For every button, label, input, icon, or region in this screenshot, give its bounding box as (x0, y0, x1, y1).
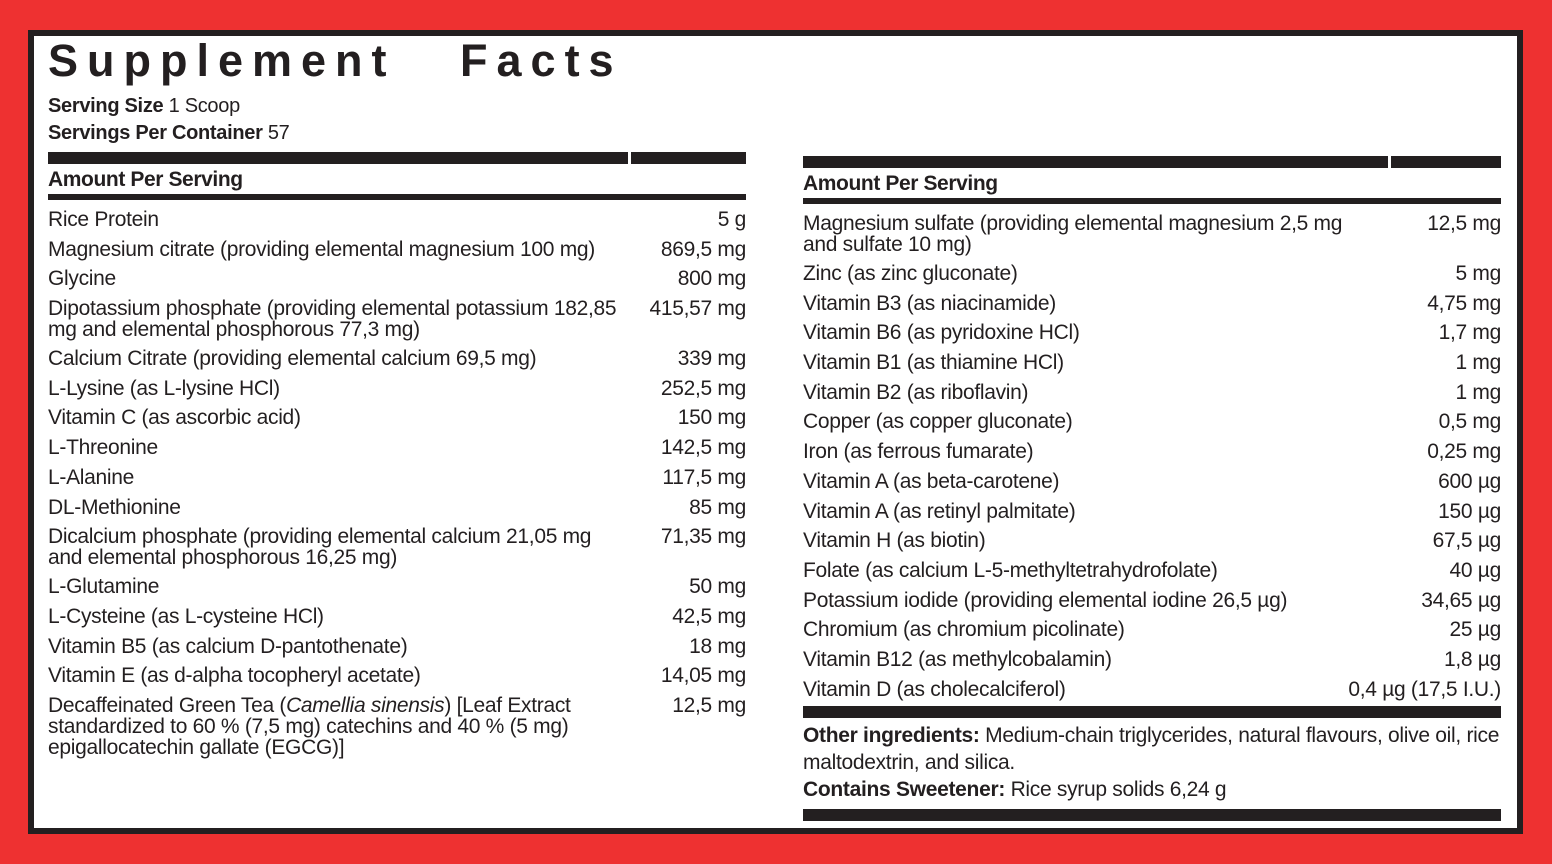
ingredient-name: Folate (as calcium L-5-methyltetrahydrofolate) (803, 558, 1218, 582)
ingredient-amount: 1,7 mg (1438, 321, 1501, 345)
ingredient-amount: 67,5 µg (1432, 529, 1501, 553)
ingredient-amount: 150 µg (1438, 499, 1501, 523)
ingredient-amount: 34,65 µg (1421, 588, 1501, 612)
ingredient-row (48, 433, 746, 463)
ingredient-row (48, 522, 746, 572)
ingredient-row (48, 661, 746, 691)
ingredient-row (48, 463, 746, 493)
ingredient-row (803, 289, 1501, 319)
ingredient-amount: 4,75 mg (1427, 291, 1501, 315)
ingredient-amount: 600 µg (1438, 469, 1501, 493)
ingredient-name: Iron (as ferrous fumarate) (803, 440, 1034, 464)
ingredient-name: L-Threonine (48, 436, 158, 460)
ingredient-row (48, 403, 746, 433)
other-ingredients-text: Medium-chain triglycerides, natural flavours, olive oil, rice maltodextrin, and silica. (803, 724, 1500, 775)
ingredient-amount: 18 mg (689, 634, 746, 658)
ingredient-amount: 150 mg (677, 406, 746, 430)
ingredient-name: Zinc (as zinc gluconate) (803, 262, 1018, 285)
ingredient-name: L-Glutamine (48, 575, 160, 599)
ingredient-row (48, 235, 746, 265)
ingredient-name: Vitamin B6 (as pyridoxine HCl) (803, 321, 1080, 345)
ingredient-row (48, 374, 746, 404)
left-ingredient-list (48, 200, 746, 762)
right-list-end-rule (803, 706, 1501, 718)
ingredient-row (803, 407, 1501, 437)
ingredient-name: Vitamin B12 (as methylcobalamin) (803, 647, 1112, 671)
supplement-facts-title: Supplement Facts (48, 35, 623, 86)
ingredient-name: Vitamin D (as cholecalciferol) (803, 677, 1066, 701)
ingredient-amount: 1,8 µg (1443, 647, 1501, 671)
ingredient-row (803, 615, 1501, 645)
ingredient-row (803, 675, 1501, 705)
ingredient-row (803, 497, 1501, 527)
ingredient-name: Vitamin B1 (as thiamine HCl) (803, 351, 1064, 375)
other-ingredients (803, 718, 1501, 803)
ingredient-name: Vitamin B2 (as riboflavin) (803, 380, 1029, 404)
ingredient-row (803, 586, 1501, 616)
serving-size-label: Serving Size (48, 95, 164, 117)
ingredient-row (803, 209, 1501, 259)
ingredient-amount: 50 mg (689, 575, 746, 599)
ingredient-amount: 42,5 mg (672, 604, 746, 628)
ingredient-name: Chromium (as chromium picolinate) (803, 618, 1125, 642)
ingredient-amount: 117,5 mg (662, 465, 746, 489)
ingredient-row (803, 526, 1501, 556)
ingredient-amount: 5 mg (1455, 262, 1501, 285)
sweetener-label: Contains Sweetener: (803, 778, 1006, 802)
ingredient-amount: 0,4 µg (17,5 I.U.) (1348, 677, 1501, 701)
ingredient-name: Vitamin A (as beta-carotene) (803, 469, 1060, 493)
ingredient-amount: 12,5 mg (1427, 212, 1501, 235)
sweetener-text: Rice syrup solids 6,24 g (1010, 778, 1227, 802)
ingredient-name: Vitamin C (as ascorbic acid) (48, 406, 301, 430)
ingredient-name: L-Lysine (as L-lysine HCl) (48, 376, 280, 400)
serving-size-value: 1 Scoop (168, 95, 240, 117)
ingredient-name: Vitamin B3 (as niacinamide) (803, 291, 1056, 315)
ingredient-row (48, 205, 746, 235)
left-amount-per-serving-header: Amount Per Serving (48, 168, 243, 191)
ingredient-name: L-Alanine (48, 465, 135, 489)
ingredient-row (48, 344, 746, 374)
ingredient-row (803, 318, 1501, 348)
ingredient-amount: 14,05 mg (660, 664, 746, 688)
ingredient-amount: 1 mg (1455, 380, 1501, 404)
ingredient-name: Magnesium citrate (providing elemental magnesium 100 mg) (48, 237, 595, 261)
ingredient-row (48, 294, 746, 344)
ingredient-amount: 869,5 mg (660, 237, 746, 261)
ingredient-row (48, 632, 746, 662)
left-facts-column (48, 152, 746, 762)
ingredient-name: L-Cysteine (as L-cysteine HCl) (48, 604, 324, 628)
ingredient-row (48, 493, 746, 523)
ingredient-name: DL-Methionine (48, 495, 181, 519)
ingredient-name: Copper (as copper gluconate) (803, 410, 1073, 434)
ingredient-row (803, 556, 1501, 586)
ingredient-name: Decaffeinated Green Tea (Camellia sinensis) [Leaf Extract standardized to 60 % (7,5 mg) catechins and 40 % (5 mg) epigallocatechin gallate (EGCG)] (48, 693, 571, 759)
ingredient-row (48, 602, 746, 632)
ingredient-row (48, 572, 746, 602)
ingredient-name: Dipotassium phosphate (providing elemental potassium 182,85 mg and elemental phosphorous 77,3 mg) (48, 297, 617, 342)
ingredient-name: Vitamin E (as d-alpha tocopheryl acetate) (48, 664, 421, 688)
ingredient-row (803, 348, 1501, 378)
servings-per-container-value: 57 (267, 122, 290, 144)
ingredient-amount: 0,5 mg (1438, 410, 1501, 434)
ingredient-name: Dicalcium phosphate (providing elemental calcium 21,05 mg and elemental phosphorous 16,25 mg) (48, 525, 592, 570)
ingredient-amount: 40 µg (1449, 558, 1501, 582)
ingredient-amount: 71,35 mg (660, 525, 746, 549)
ingredient-name: Calcium Citrate (providing elemental calcium 69,5 mg) (48, 347, 537, 371)
ingredient-name: Vitamin B5 (as calcium D-pantothenate) (48, 634, 408, 658)
other-ingredients-label: Other ingredients: (803, 724, 980, 748)
ingredient-row (803, 378, 1501, 408)
ingredient-row-green-tea (48, 691, 746, 762)
right-bottom-rule (803, 809, 1501, 821)
ingredient-amount: 1 mg (1455, 351, 1501, 375)
ingredient-row (803, 437, 1501, 467)
ingredient-name: Vitamin H (as biotin) (803, 529, 986, 553)
ingredient-amount: 800 mg (677, 267, 746, 291)
ingredient-name: Vitamin A (as retinyl palmitate) (803, 499, 1076, 523)
ingredient-row (803, 645, 1501, 675)
ingredient-amount: 0,25 mg (1427, 440, 1501, 464)
ingredient-row (803, 467, 1501, 497)
left-top-rule (48, 152, 746, 164)
right-facts-column (803, 156, 1501, 821)
ingredient-name: Magnesium sulfate (providing elemental magnesium 2,5 mg and sulfate 10 mg) (803, 212, 1343, 256)
ingredient-row (803, 259, 1501, 289)
ingredient-row (48, 264, 746, 294)
ingredient-amount: 12,5 mg (672, 693, 746, 717)
right-top-rule (803, 156, 1501, 168)
servings-per-container-label: Servings Per Container (48, 122, 263, 144)
ingredient-amount: 85 mg (689, 495, 746, 519)
ingredient-name: Glycine (48, 267, 116, 291)
servings-per-container (48, 121, 290, 145)
ingredient-name: Rice Protein (48, 208, 159, 231)
ingredient-amount: 415,57 mg (649, 297, 746, 321)
serving-size (48, 94, 240, 118)
ingredient-amount: 339 mg (677, 347, 746, 371)
ingredient-amount: 252,5 mg (660, 376, 746, 400)
ingredient-name: Potassium iodide (providing elemental iodine 26,5 µg) (803, 588, 1288, 612)
right-ingredient-list (803, 204, 1501, 704)
ingredient-amount: 25 µg (1449, 618, 1501, 642)
ingredient-amount: 142,5 mg (660, 436, 746, 460)
right-amount-per-serving-header: Amount Per Serving (803, 172, 998, 195)
ingredient-amount: 5 g (717, 208, 746, 231)
